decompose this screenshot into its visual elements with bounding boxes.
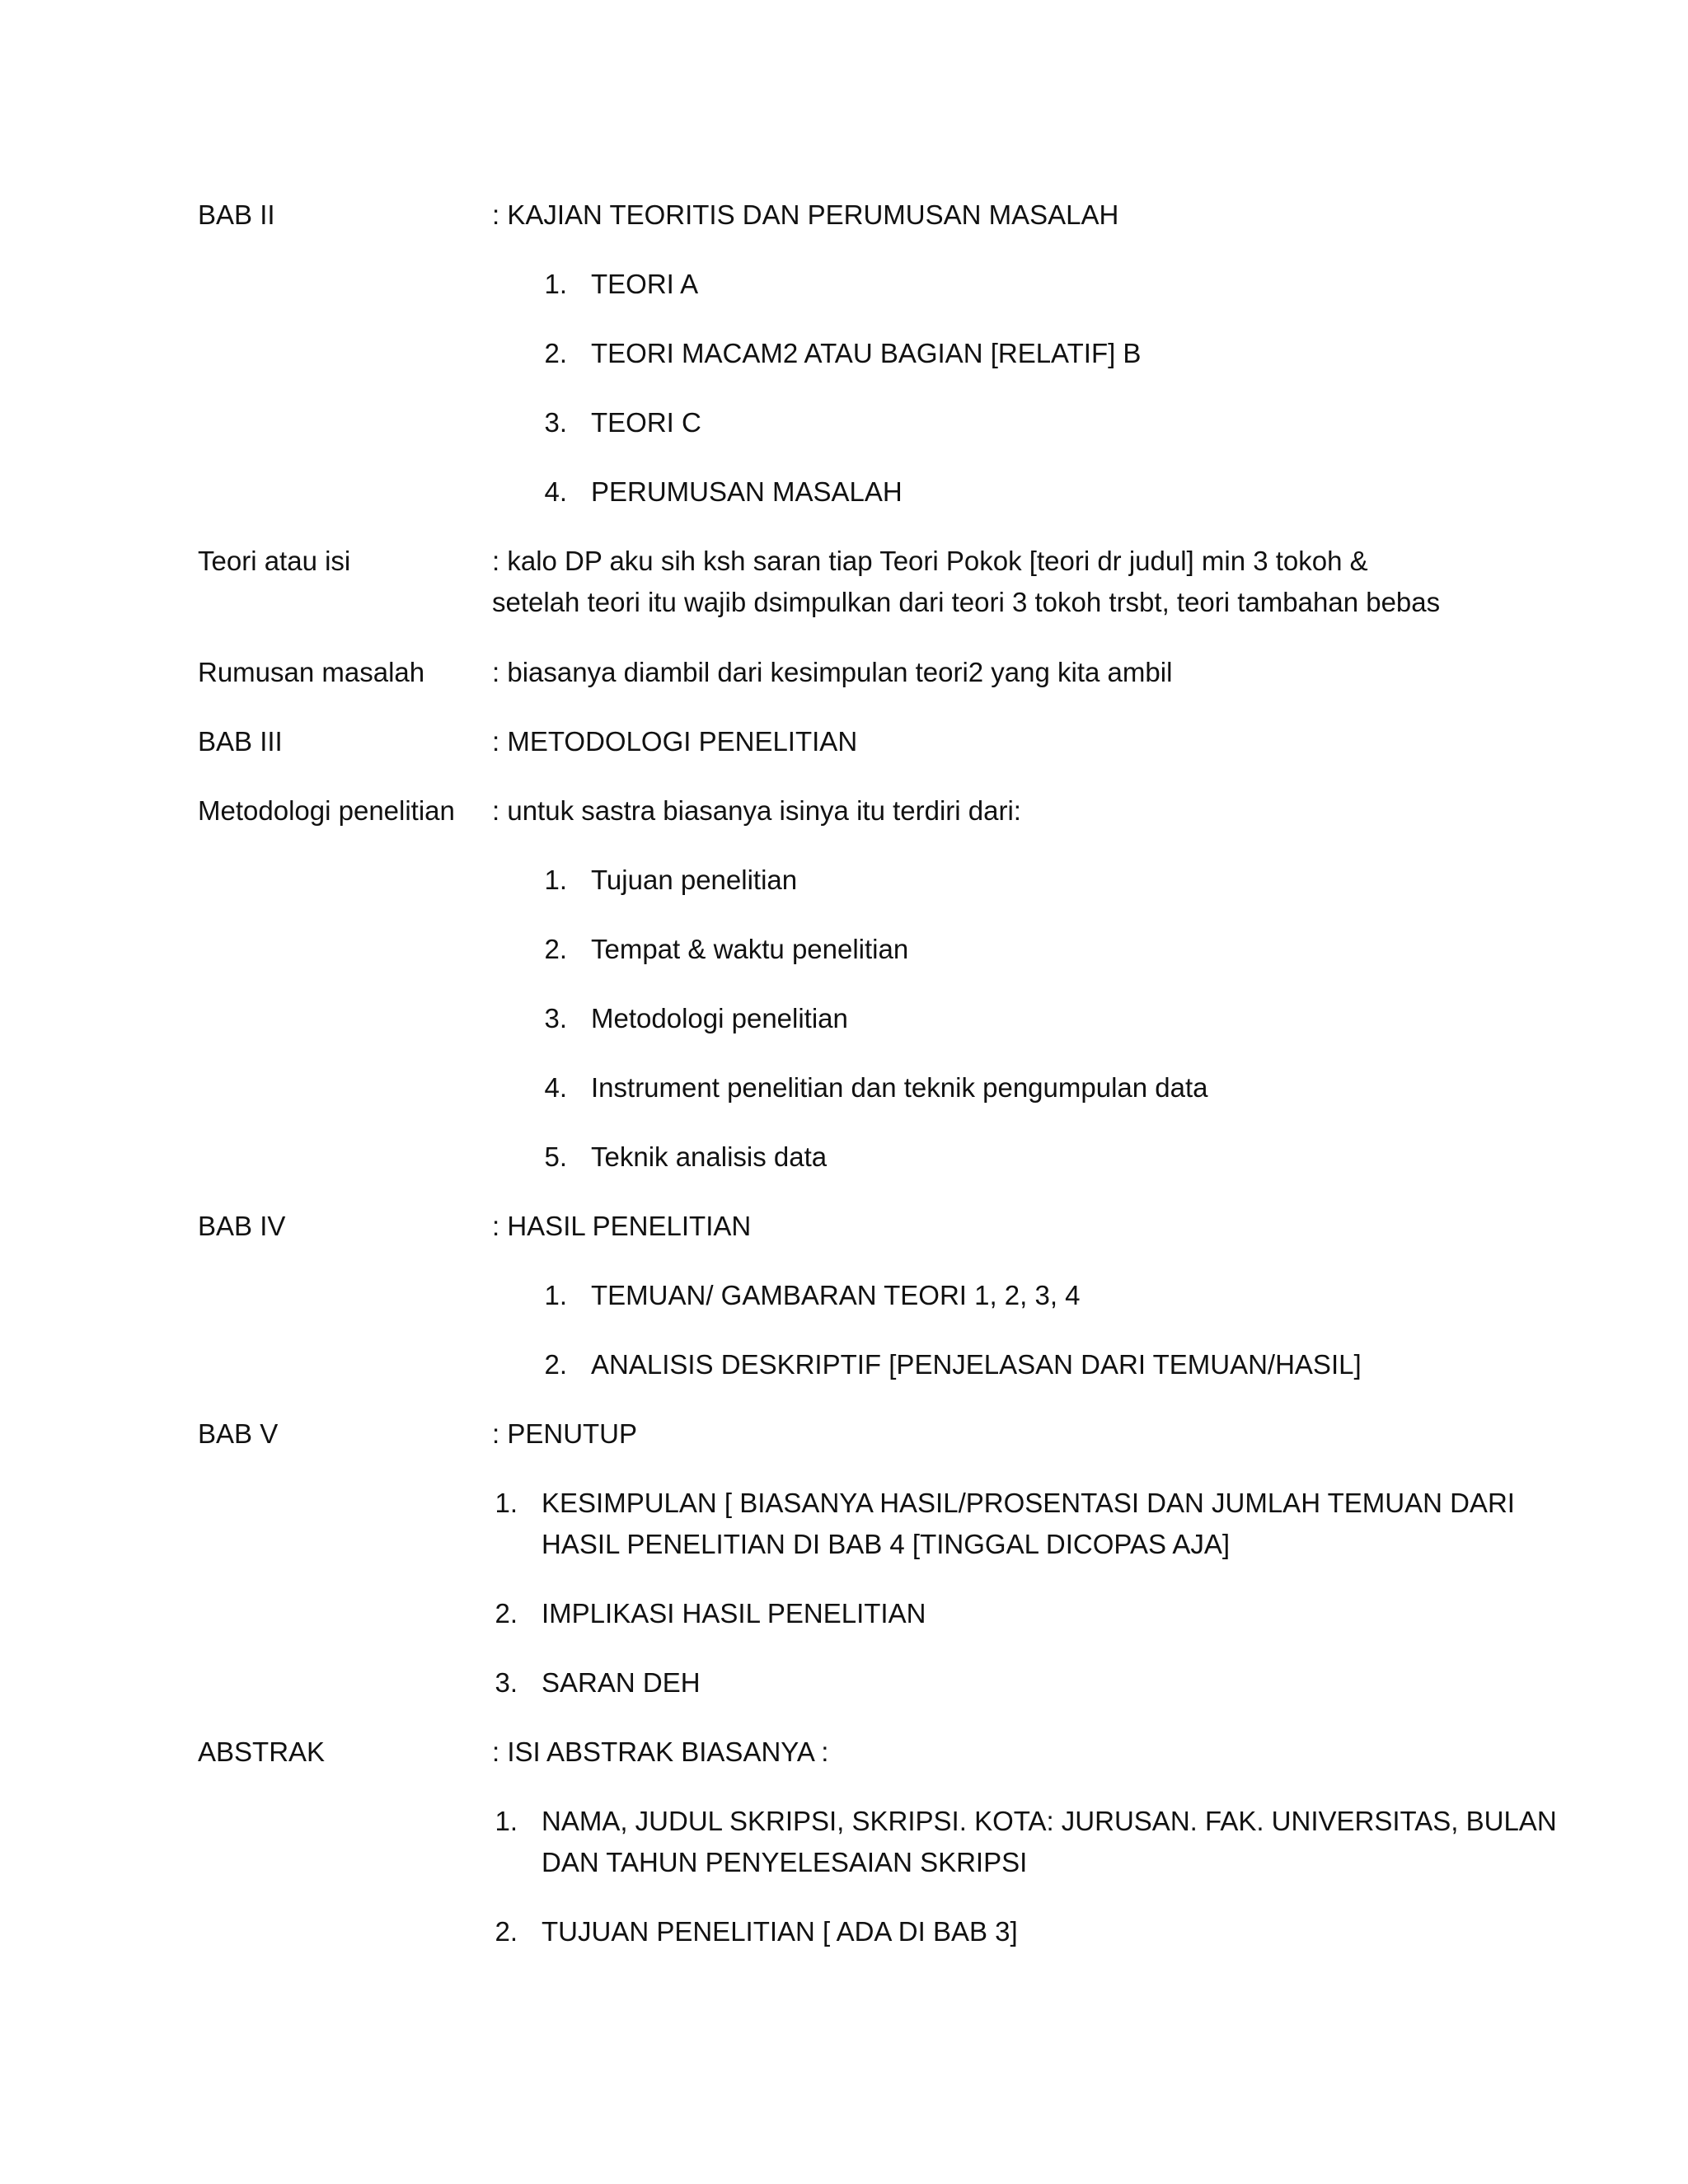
bab2-item-number: 1. [544, 269, 567, 299]
abstrak-item-number: 1. [495, 1806, 518, 1836]
teori-text-line: setelah teori itu wajib dsimpulkan dari teori 3 tokoh trsbt, teori tambahan bebas [492, 587, 1441, 617]
metodologi-item: Tempat & waktu penelitian [591, 934, 909, 964]
metodologi-item: Teknik analisis data [591, 1141, 828, 1172]
teori-text-line: : kalo DP aku sih ksh saran tiap Teori Pokok [teori dr judul] min 3 tokoh & [492, 546, 1368, 576]
bab5-item-line: HASIL PENELITIAN DI BAB 4 [TINGGAL DICOPAS AJA] [542, 1529, 1231, 1559]
metodologi-label: Metodologi penelitian [198, 795, 455, 826]
bab5-item-number: 1. [495, 1488, 518, 1518]
metodologi-text: : untuk sastra biasanya isinya itu terdiri dari: [492, 795, 1021, 826]
bab2-item: TEORI MACAM2 ATAU BAGIAN [RELATIF] B [591, 338, 1142, 368]
abstrak-item-line: NAMA, JUDUL SKRIPSI, SKRIPSI. KOTA: JURUSAN. FAK. UNIVERSITAS, BULAN [542, 1806, 1557, 1836]
bab4-label: BAB IV [198, 1211, 286, 1241]
bab2-item-number: 3. [544, 407, 567, 438]
abstrak-item-line: DAN TAHUN PENYELESAIAN SKRIPSI [542, 1847, 1028, 1877]
metodologi-item: Tujuan penelitian [591, 865, 798, 895]
bab5-label: BAB V [198, 1418, 279, 1449]
abstrak-item-number: 2. [495, 1916, 518, 1947]
abstrak-label: ABSTRAK [198, 1736, 326, 1767]
metodologi-item-number: 2. [544, 934, 567, 964]
metodologi-item: Instrument penelitian dan teknik pengumpulan data [591, 1072, 1208, 1103]
bab2-item-number: 2. [544, 338, 567, 368]
bab5-title: : PENUTUP [492, 1418, 638, 1449]
abstrak-item: TUJUAN PENELITIAN [ ADA DI BAB 3] [542, 1916, 1018, 1947]
bab2-title: : KAJIAN TEORITIS DAN PERUMUSAN MASALAH [492, 199, 1119, 230]
metodologi-item-number: 4. [544, 1072, 567, 1103]
bab5-item: SARAN DEH [542, 1667, 701, 1698]
bab4-item: ANALISIS DESKRIPTIF [PENJELASAN DARI TEMUAN/HASIL] [591, 1349, 1362, 1380]
bab4-item-number: 1. [544, 1280, 567, 1310]
bab5-item-number: 3. [495, 1667, 518, 1698]
abstrak-title: : ISI ABSTRAK BIASANYA : [492, 1736, 829, 1767]
bab2-item: TEORI C [591, 407, 701, 438]
metodologi-item-number: 1. [544, 865, 567, 895]
metodologi-item: Metodologi penelitian [591, 1003, 848, 1033]
teori-label: Teori atau isi [198, 546, 351, 576]
bab3-label: BAB III [198, 726, 283, 757]
bab2-item: PERUMUSAN MASALAH [591, 476, 903, 507]
bab2-label: BAB II [198, 199, 275, 230]
bab5-item: IMPLIKASI HASIL PENELITIAN [542, 1598, 926, 1629]
metodologi-item-number: 5. [544, 1141, 567, 1172]
bab4-title: : HASIL PENELITIAN [492, 1211, 752, 1241]
bab2-item-number: 4. [544, 476, 567, 507]
bab4-item-number: 2. [544, 1349, 567, 1380]
rumusan-label: Rumusan masalah [198, 657, 425, 687]
rumusan-text: : biasanya diambil dari kesimpulan teori2 yang kita ambil [492, 657, 1173, 687]
bab2-item: TEORI A [591, 269, 699, 299]
bab5-item-number: 2. [495, 1598, 518, 1629]
metodologi-item-number: 3. [544, 1003, 567, 1033]
bab4-item: TEMUAN/ GAMBARAN TEORI 1, 2, 3, 4 [591, 1280, 1081, 1310]
bab5-item-line: KESIMPULAN [ BIASANYA HASIL/PROSENTASI DAN JUMLAH TEMUAN DARI [542, 1488, 1515, 1518]
bab3-title: : METODOLOGI PENELITIAN [492, 726, 858, 757]
